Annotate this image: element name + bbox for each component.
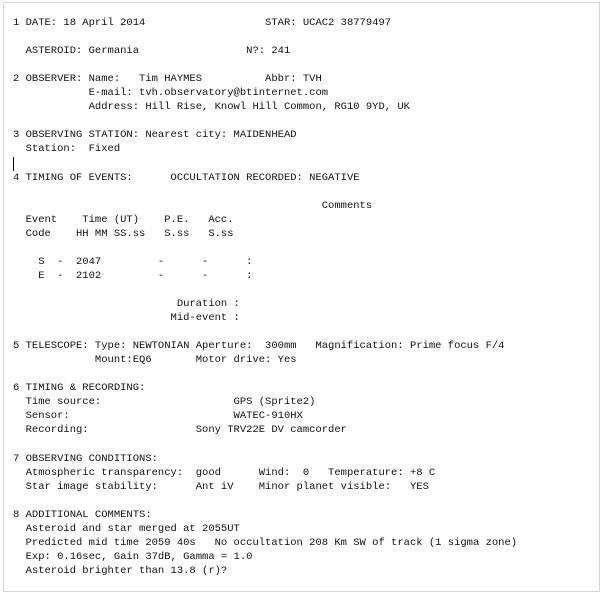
report-line: ASTEROID: Germania N?: 241 [13,45,291,57]
report-line: Recording: Sony TRV22E DV camcorder [13,424,347,436]
report-line: S - 2047 - - : [13,256,253,268]
report-line: 6 TIMING & RECORDING: [13,382,146,394]
report-line: Station: Fixed [13,143,121,155]
report-line: Exp: 0.16sec, Gain 37dB, Gamma = 1.0 [13,551,253,563]
report-line: Comments [13,200,373,212]
report-line: 1 DATE: 18 April 2014 STAR: UCAC2 38779497 [13,17,392,29]
report-line: 2 OBSERVER: Name: Tim HAYMES Abbr: TVH [13,73,322,85]
report-line: Atmospheric transparency: good Wind: 0 Temperature: +8 C [13,467,436,479]
report-line: 3 OBSERVING STATION: Nearest city: MAIDENHEAD [13,129,297,141]
report-line: Duration : [13,298,240,310]
report-line: 7 OBSERVING CONDITIONS: [13,453,158,465]
report-line: Address: Hill Rise, Knowl Hill Common, RG10 9YD, UK [13,101,410,113]
report-line: 4 TIMING OF EVENTS: OCCULTATION RECORDED: NEGATIVE [13,172,360,184]
report-line: Predicted mid time 2059 40s No occultation 208 Km SW of track (1 sigma zone) [13,537,518,549]
report-line: Mount:EQ6 Motor drive: Yes [13,354,297,366]
report-line: Asteroid brighter than 13.8 (r)? [13,565,228,577]
report-line: Code HH MM SS.ss S.ss S.ss [13,228,234,240]
report-line: 5 TELESCOPE: Type: NEWTONIAN Aperture: 300mm Magnification: Prime focus F/4 [13,340,505,352]
report-line: 8 ADDITIONAL COMMENTS: [13,509,152,521]
report-line: Asteroid and star merged at 2055UT [13,523,240,535]
report-line: E - 2102 - - : [13,270,253,282]
report-line: Time source: GPS (Sprite2) [13,396,316,408]
report-line: Event Time (UT) P.E. Acc. [13,214,234,226]
report-line: Star image stability: Ant iV Minor planet visible: YES [13,481,429,493]
report-line: E-mail: tvh.observatory@btinternet.com [13,87,329,99]
text-cursor [13,157,14,171]
report-line: Sensor: WATEC-910HX [13,410,303,422]
report-line: Mid-event : [13,312,240,324]
